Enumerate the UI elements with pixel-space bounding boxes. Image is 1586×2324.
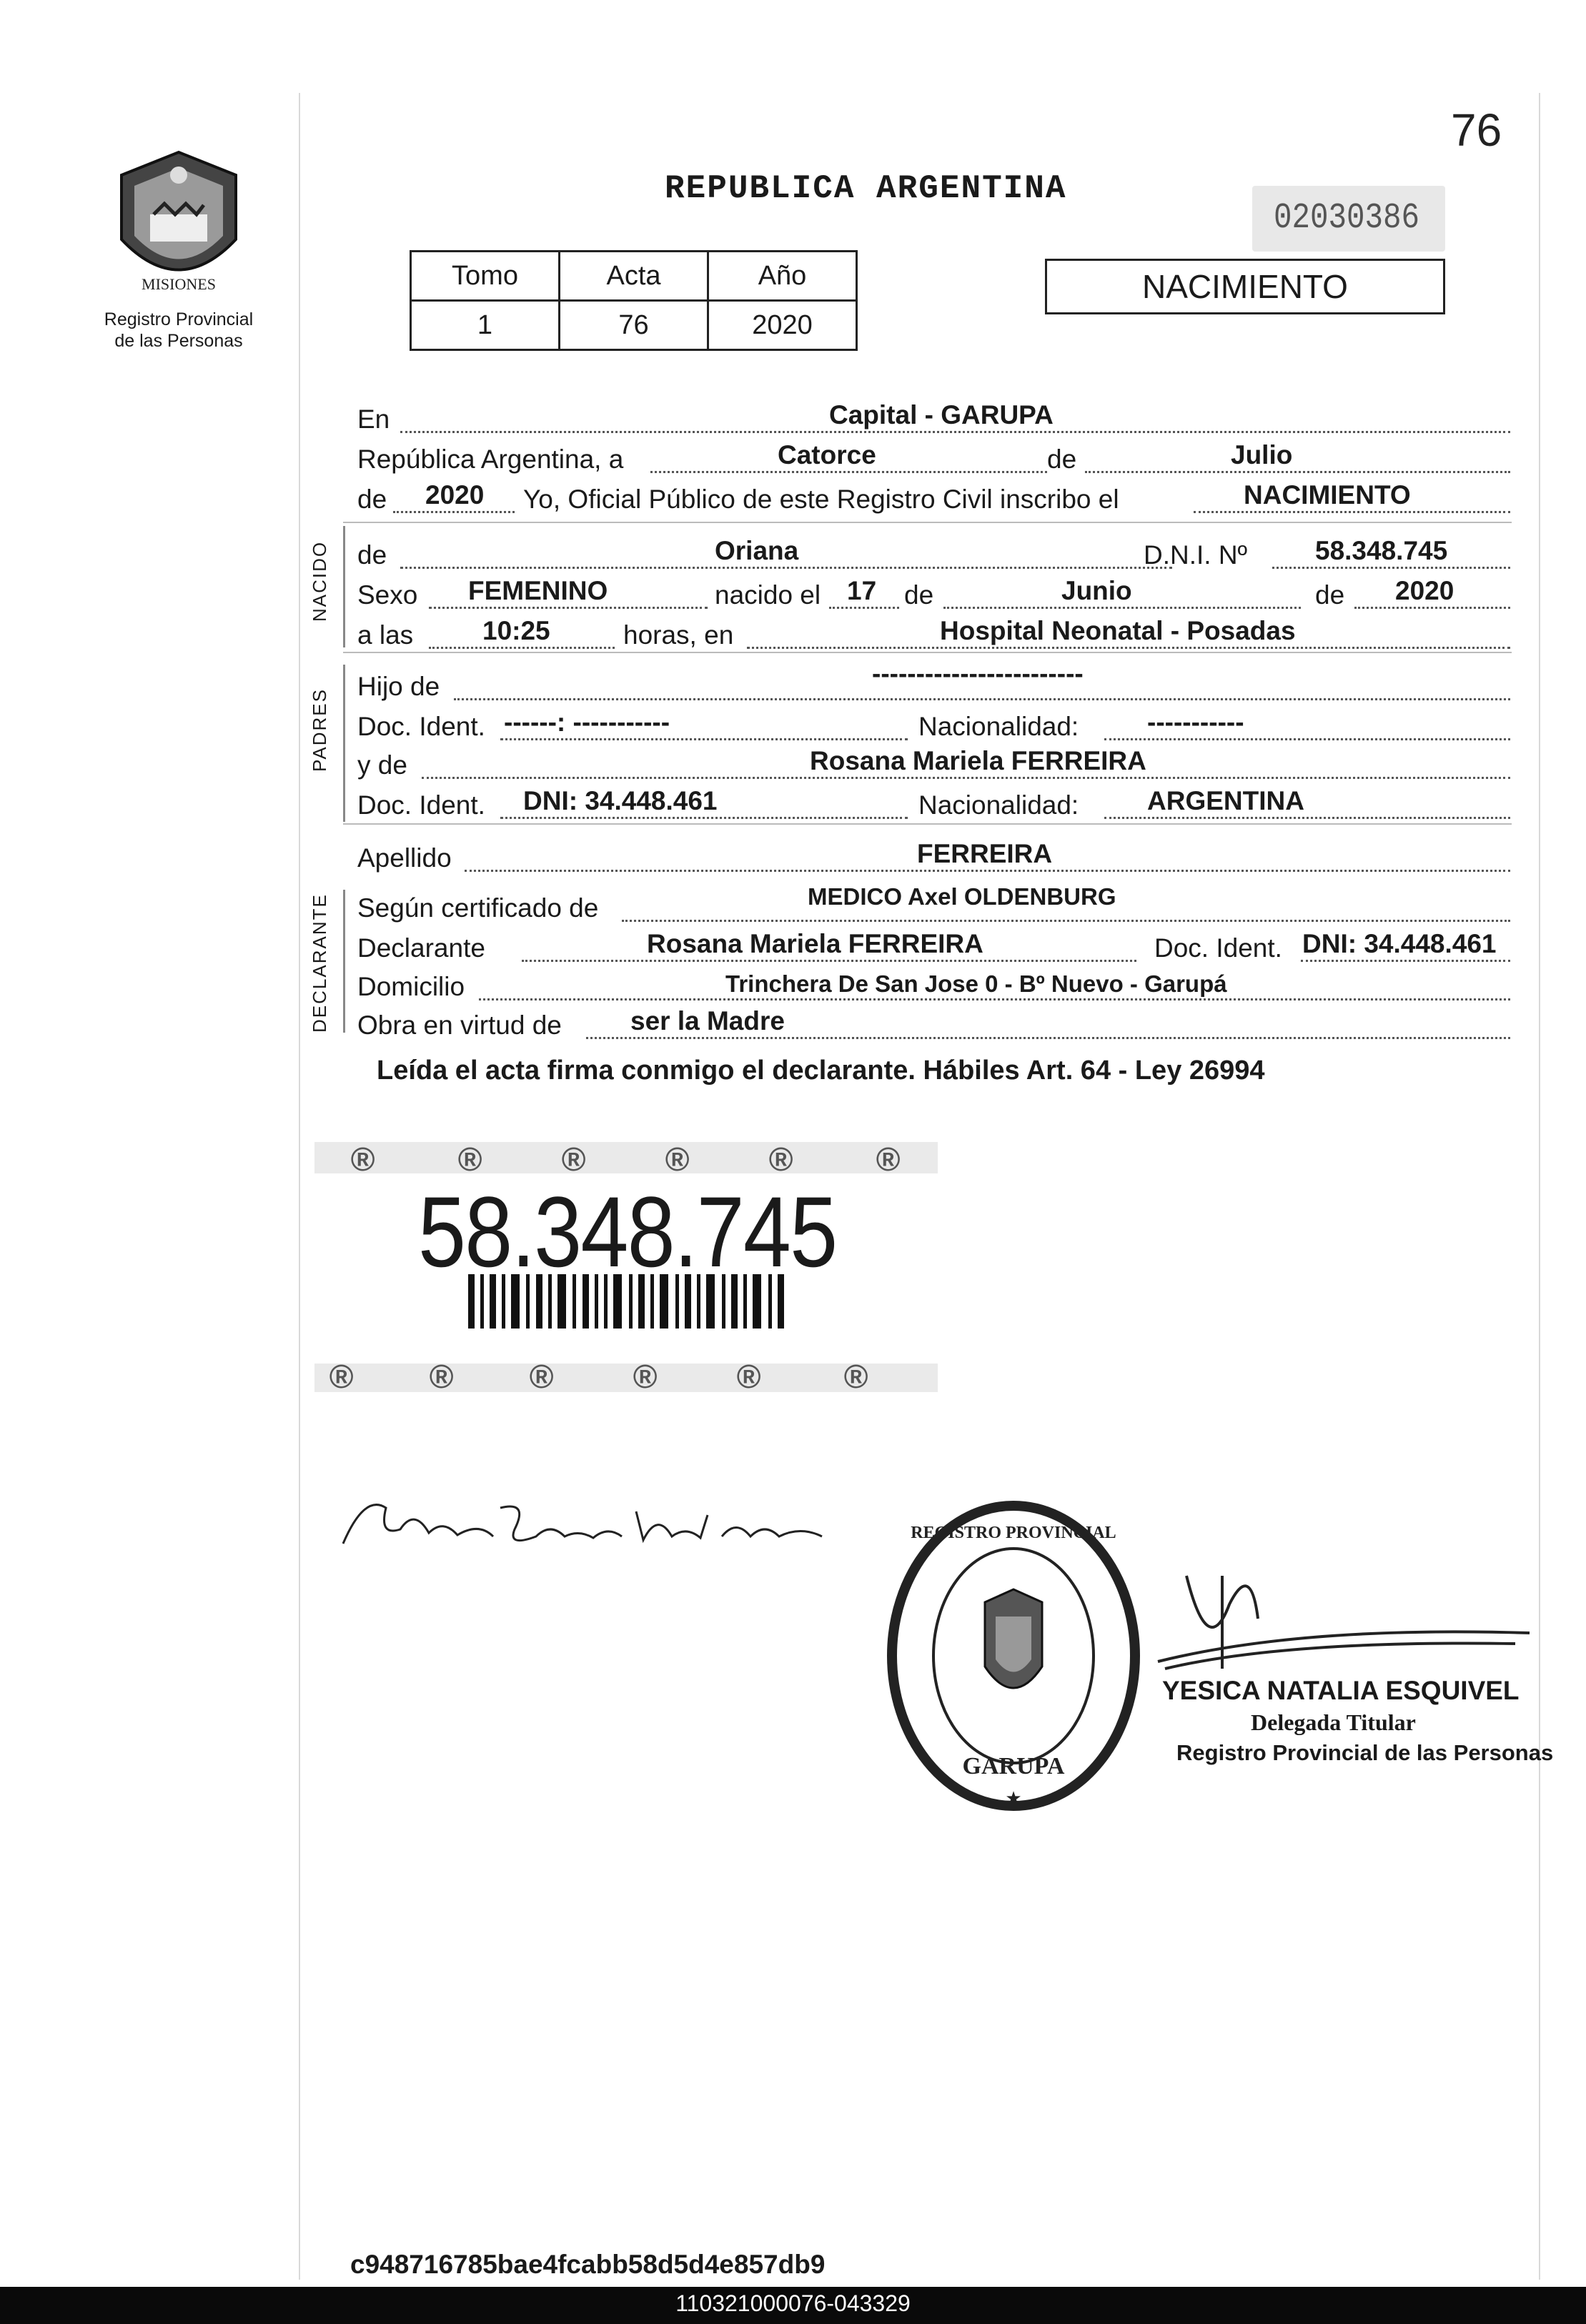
value-padre-nac: ----------- [1147,707,1244,737]
separator [343,652,1512,653]
label-republica: República Argentina, a [357,445,624,474]
row-obra [357,1003,1510,1043]
label-de: de [1047,445,1077,474]
declarant-signature [336,1479,865,1576]
row-padre-doc [357,705,1510,745]
registry-caption [71,309,286,352]
row-apellido [357,836,1510,876]
label-en: En [357,404,390,434]
label-segun-certificado: Según certificado de [357,893,599,923]
label-de-2: de [357,485,387,514]
section-bar-nacido [343,526,345,647]
page-number: 76 [1451,104,1502,156]
svg-text:®: ® [457,1141,482,1178]
svg-text:®: ® [429,1358,453,1395]
value-anio: 2020 [425,480,485,510]
label-yo: Yo, Oficial Público de este Registro Civil inscribo el [523,485,1119,514]
value-mes-texto: Julio [1231,440,1293,470]
side-label-nacido: NACIDO [309,540,330,622]
svg-text:®: ® [529,1358,553,1395]
page-fold-line-right [1539,93,1540,2280]
svg-text:GARUPA: GARUPA [962,1753,1065,1779]
row-nacimiento [357,573,1510,613]
label-nacido-el: nacido el [715,580,821,610]
svg-text:®: ® [843,1358,868,1395]
row-madre [357,743,1510,783]
label-sexo: Sexo [357,580,418,610]
value-tipo: NACIMIENTO [1244,480,1411,510]
side-label-padres: PADRES [309,688,330,772]
svg-text:MISIONES: MISIONES [142,275,216,293]
value-anio-nac: 2020 [1395,576,1454,605]
value-sexo: FEMENINO [468,576,608,605]
row-inscripcion [357,477,1510,517]
label-de-mes: de [904,580,934,610]
record-header-anio: Año [708,252,857,301]
svg-text:★: ★ [1005,1787,1022,1809]
svg-text:®: ® [633,1358,657,1395]
legal-statement: Leída el acta firma conmigo el declarante. Hábiles Art. 64 - Ley 26994 [377,1056,1265,1086]
label-y-de: y de [357,750,407,780]
value-apellido: FERREIRA [917,839,1053,868]
registry-caption-line1: Registro Provincial [104,309,254,329]
record-table [410,250,858,351]
row-fecha [357,437,1510,477]
side-label-declarante: DECLARANTE [309,893,330,1033]
row-declarante [357,926,1510,966]
label-horas-en: horas, en [623,620,734,650]
label-domicilio: Domicilio [357,972,465,1001]
official-seal [885,1495,1142,1820]
label-nacionalidad-madre: Nacionalidad: [918,790,1079,820]
separator [343,823,1512,825]
value-madre: Rosana Mariela FERREIRA [810,746,1146,775]
value-certificado: MEDICO Axel OLDENBURG [808,883,1116,910]
record-value-tomo: 1 [411,301,560,350]
label-hijo-de: Hijo de [357,672,440,701]
separator [343,522,1512,523]
row-domicilio [357,965,1510,1005]
page-fold-line [299,93,300,2280]
value-padre-doc: ------: ----------- [504,707,670,737]
svg-text:®: ® [665,1141,689,1178]
row-madre-doc [357,783,1510,823]
value-hora: 10:25 [482,616,550,645]
record-type-box: NACIMIENTO [1045,259,1445,314]
svg-text:®: ® [329,1358,353,1395]
value-mes-nac: Junio [1061,576,1132,605]
value-lugar-nac: Hospital Neonatal - Posadas [940,616,1296,645]
row-hora-lugar [357,613,1510,653]
label-doc-ident-declarante: Doc. Ident. [1154,933,1282,963]
label-apellido: Apellido [357,843,452,873]
svg-text:REGISTRO PROVINCIAL: REGISTRO PROVINCIAL [911,1524,1116,1542]
svg-text:®: ® [561,1141,585,1178]
record-header-acta: Acta [560,252,708,301]
registry-seal-logo [100,147,257,304]
document-hash: c948716785bae4fcabb58d5d4e857db9 [350,2250,826,2279]
label-a-las: a las [357,620,414,650]
registry-caption-line2: de las Personas [114,331,243,351]
official-org: Registro Provincial de las Personas [1176,1740,1554,1765]
record-value-anio: 2020 [708,301,857,350]
svg-text:®: ® [736,1358,760,1395]
label-dni: D.N.I. Nº [1144,540,1248,570]
value-nombre: Oriana [715,536,799,565]
label-nacionalidad-padre: Nacionalidad: [918,712,1079,741]
value-obra: ser la Madre [630,1006,785,1036]
value-dni: 58.348.745 [1315,536,1448,565]
value-lugar: Capital - GARUPA [829,400,1054,429]
value-domicilio: Trinchera De San Jose 0 - Bº Nuevo - Garupá [725,970,1227,997]
value-declarante-doc: DNI: 34.448.461 [1302,929,1497,958]
label-de-anio: de [1315,580,1345,610]
row-nombre [357,533,1510,573]
footer-code: 110321000076-043329 [675,2290,911,2316]
label-obra-en-virtud: Obra en virtud de [357,1010,562,1040]
svg-text:®: ® [768,1141,793,1178]
label-doc-ident-padre: Doc. Ident. [357,712,485,741]
serial-number: 02030386 [1274,198,1420,239]
record-header-tomo: Tomo [411,252,560,301]
row-lugar [357,397,1510,437]
svg-text:®: ® [350,1141,375,1178]
value-madre-nac: ARGENTINA [1147,786,1304,815]
value-dia-texto: Catorce [778,440,876,470]
label-declarante: Declarante [357,933,485,963]
value-padre: ------------------------ [872,659,1084,688]
row-padre [357,659,1510,705]
section-bar-declarante [343,890,345,1033]
row-certificado [357,883,1510,926]
label-de-nombre: de [357,540,387,570]
section-bar-padres [343,665,345,822]
official-role: Delegada Titular [1251,1709,1416,1735]
value-dia-nac: 17 [847,576,877,605]
official-name: YESICA NATALIA ESQUIVEL [1162,1676,1520,1705]
dni-label-number: 58.348.745 [418,1176,837,1288]
value-madre-doc: DNI: 34.448.461 [523,786,718,815]
record-value-acta: 76 [560,301,708,350]
value-declarante: Rosana Mariela FERREIRA [647,929,983,958]
label-doc-ident-madre: Doc. Ident. [357,790,485,820]
country-title: REPUBLICA ARGENTINA [665,170,1067,207]
svg-text:®: ® [876,1141,900,1178]
